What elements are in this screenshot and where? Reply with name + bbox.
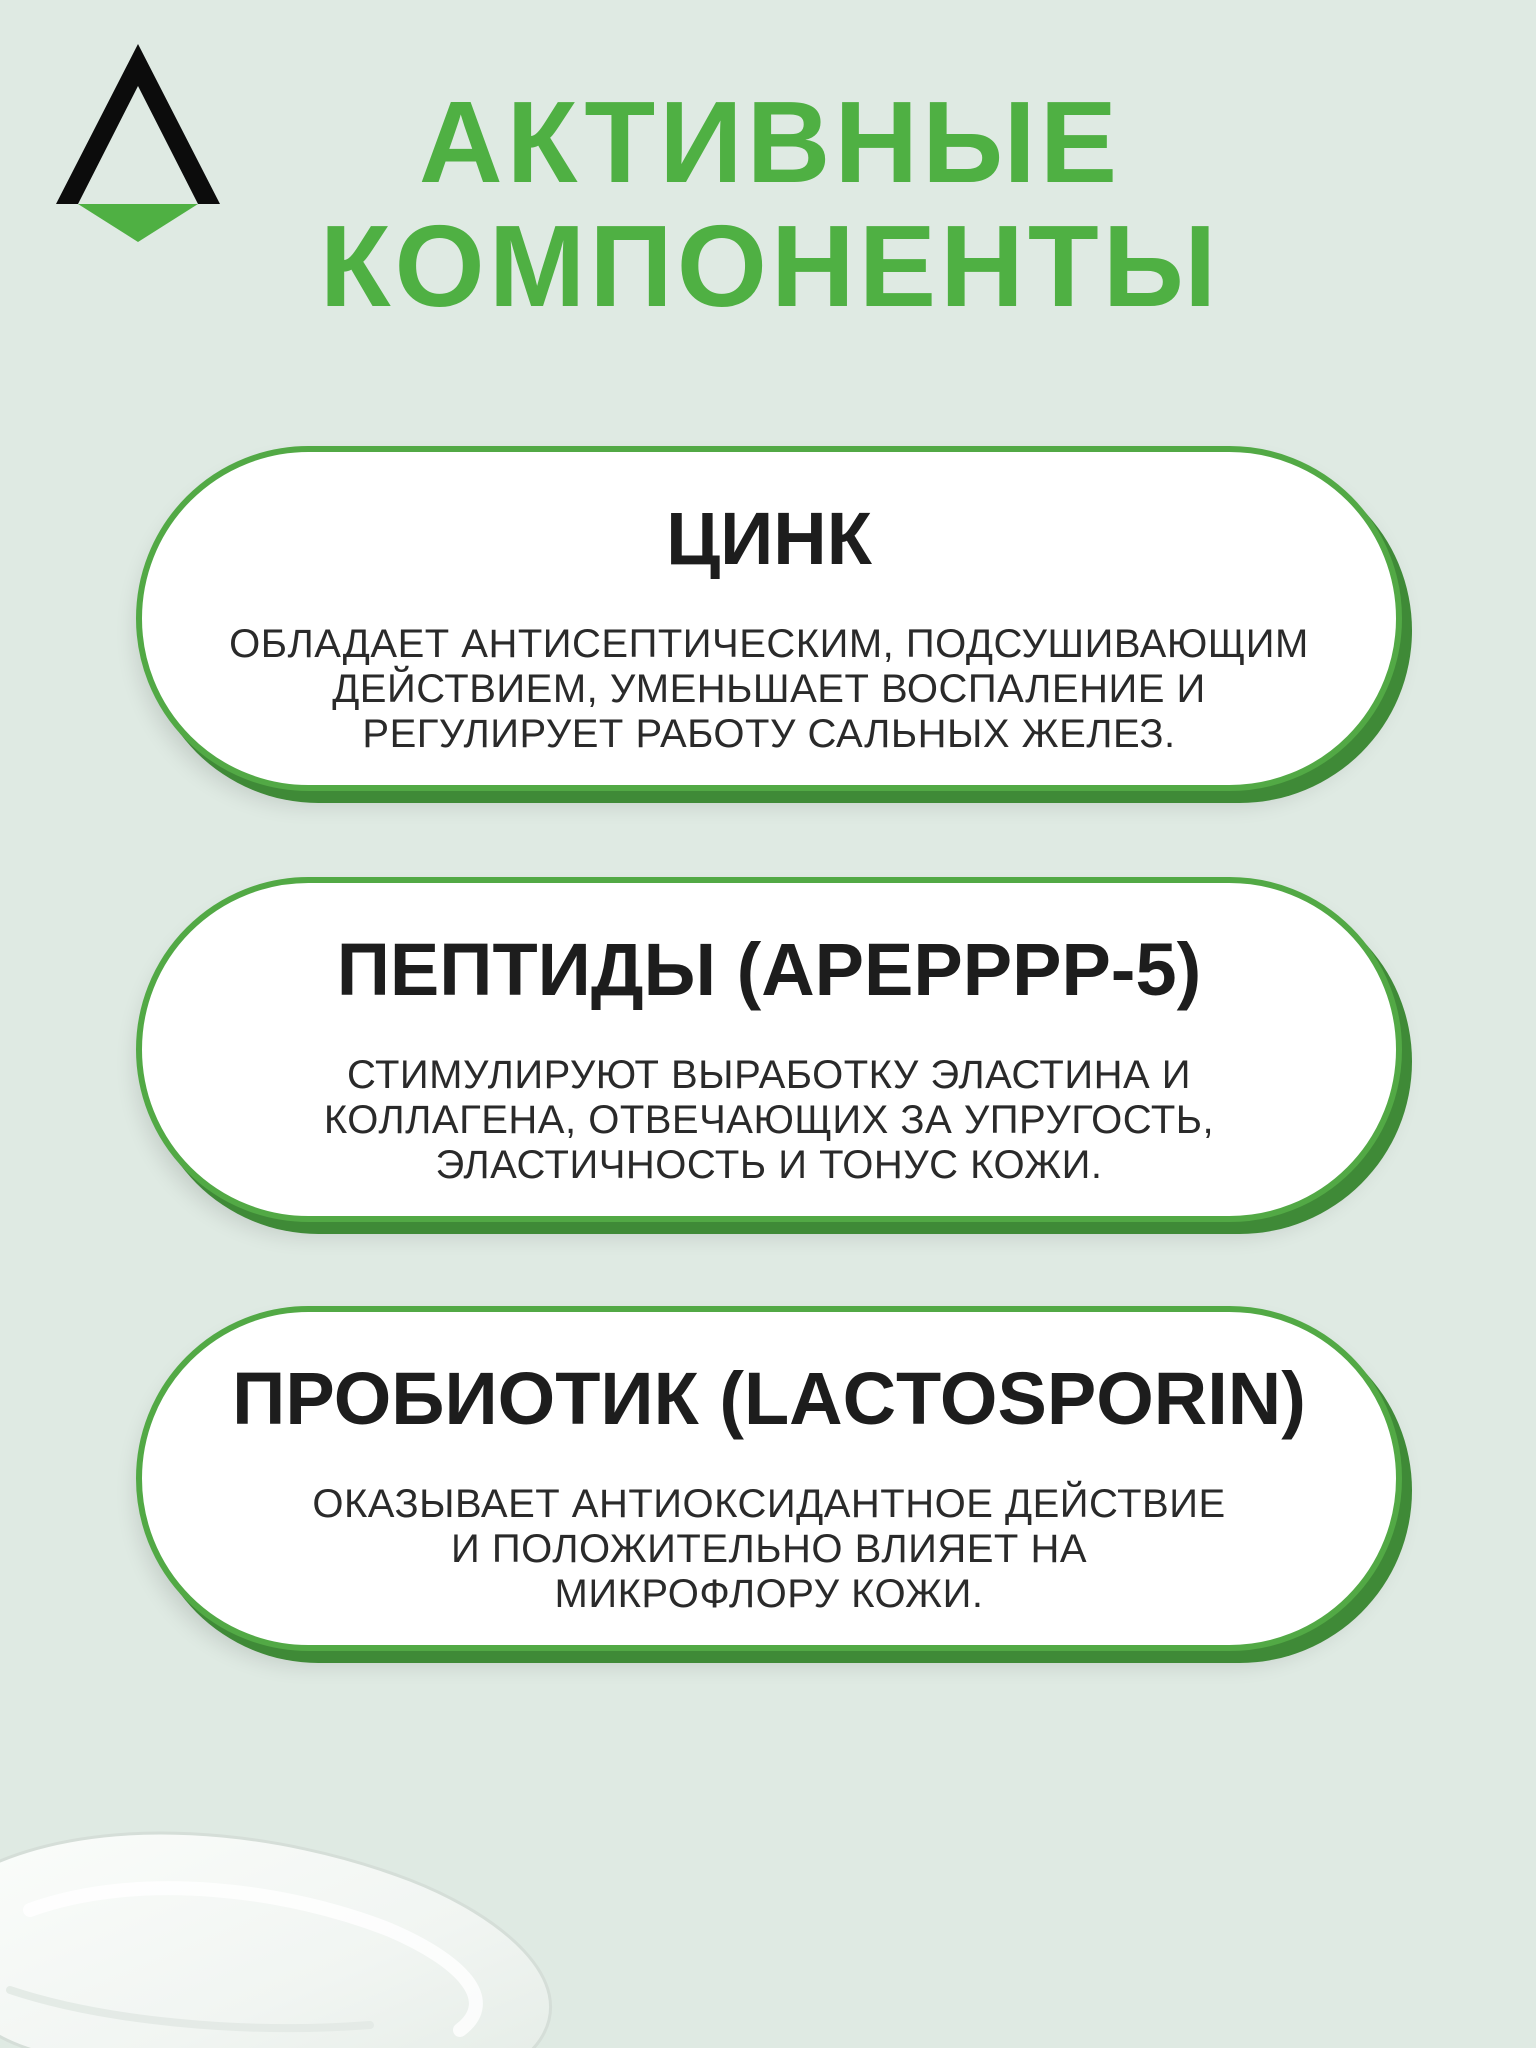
card-description [202,1053,1336,1188]
card-description-line: СТИМУЛИРУЮТ ВЫРАБОТКУ ЭЛАСТИНА И [346,1053,1192,1097]
logo-green-chevron [78,204,198,242]
headline-line-2: КОМПОНЕНТЫ [319,201,1221,331]
card-title: ПРОБИОТИК (LACTOSPORIN) [232,1357,1306,1440]
cream-swatch-image [0,1790,660,2048]
card-description-line: КОЛЛАГЕНА, ОТВЕЧАЮЩИХ ЗА УПРУГОСТЬ, [323,1098,1215,1142]
card-description-line: ОКАЗЫВАЕТ АНТИОКСИДАНТНОЕ ДЕЙСТВИЕ [312,1482,1226,1526]
component-card-zinc [136,446,1402,791]
brand-logo-icon [56,44,220,249]
card-description-line: И ПОЛОЖИТЕЛЬНО ВЛИЯЕТ НА [450,1527,1088,1571]
card-description-line: ОБЛАДАЕТ АНТИСЕПТИЧЕСКИМ, ПОДСУШИВАЮЩИМ [229,622,1309,666]
card-description-line: ЭЛАСТИЧНОСТЬ И ТОНУС КОЖИ. [435,1143,1103,1187]
card-title: ЦИНК [666,497,872,580]
card-description-line: ДЕЙСТВИЕМ, УМЕНЬШАЕТ ВОСПАЛЕНИЕ И [332,667,1206,711]
logo-dark-triangle [56,44,220,204]
card-description-line: РЕГУЛИРУЕТ РАБОТУ САЛЬНЫХ ЖЕЛЕЗ. [362,712,1176,756]
component-card-peptides [136,877,1402,1222]
card-description [202,1482,1336,1617]
page-headline [250,77,1290,331]
card-title: ПЕПТИДЫ (APEPPPP-5) [336,928,1202,1011]
headline-line-1: АКТИВНЫЕ [418,77,1122,207]
card-description-line: МИКРОФЛОРУ КОЖИ. [554,1572,984,1616]
component-card-probiotic [136,1306,1402,1651]
card-description [202,622,1336,757]
